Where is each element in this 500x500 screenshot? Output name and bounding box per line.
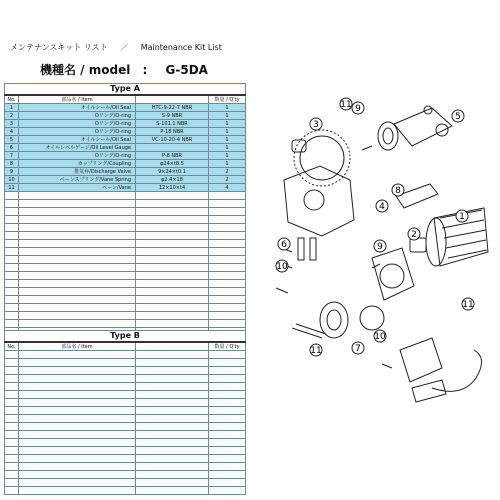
callout-5 xyxy=(452,110,464,122)
empty-row xyxy=(5,367,246,375)
callout-label: 10 xyxy=(276,262,288,272)
empty-row xyxy=(5,264,246,272)
callout-11 xyxy=(340,98,352,110)
empty-row xyxy=(5,312,246,320)
cell-no: 7 xyxy=(5,152,19,160)
callout-10 xyxy=(276,260,288,272)
table-row xyxy=(5,184,246,192)
cell-item: 排気弁/Discharge Valve xyxy=(19,168,136,176)
callout-label: 1 xyxy=(459,212,465,222)
cell-qty: 1 xyxy=(209,112,246,120)
callout-label: 9 xyxy=(355,104,361,114)
empty-row xyxy=(5,232,246,240)
empty-row xyxy=(5,192,246,200)
callout-6 xyxy=(278,238,290,250)
empty-row xyxy=(5,224,246,232)
cell-item: Oリング/O-ring xyxy=(19,152,136,160)
type-a-table xyxy=(4,83,246,344)
cover-plate xyxy=(300,136,344,180)
empty-row xyxy=(5,375,246,383)
cell-no: 9 xyxy=(5,168,19,176)
callout-label: 9 xyxy=(377,242,383,252)
cell-no: 10 xyxy=(5,176,19,184)
callout-label: 5 xyxy=(455,112,461,122)
callout-10 xyxy=(374,330,386,342)
empty-row xyxy=(5,415,246,423)
empty-row xyxy=(5,208,246,216)
col-item: 部品名 / Item xyxy=(19,342,136,351)
callout-11 xyxy=(310,344,322,356)
empty-row xyxy=(5,479,246,487)
table-row xyxy=(5,136,246,144)
empty-row xyxy=(5,216,246,224)
empty-row xyxy=(5,407,246,415)
cell-no: 2 xyxy=(5,112,19,120)
table-row xyxy=(5,104,246,112)
callout-2 xyxy=(408,228,420,240)
empty-row xyxy=(5,391,246,399)
empty-row xyxy=(5,296,246,304)
cell-no: 11 xyxy=(5,184,19,192)
cell-spec: HTC-9-22-7 NBR xyxy=(136,104,209,112)
cell-item: オイルシール/Oil Seal xyxy=(19,104,136,112)
empty-row xyxy=(5,455,246,463)
table-row xyxy=(5,160,246,168)
table-row xyxy=(5,168,246,176)
cable xyxy=(432,350,482,391)
header-title-en: Maintenance Kit List xyxy=(140,43,222,52)
vanes xyxy=(298,238,304,260)
type-a-title: Type A xyxy=(5,84,246,96)
exploded-parts-diagram xyxy=(262,88,498,488)
table-row xyxy=(5,128,246,136)
callout-3 xyxy=(310,118,322,130)
type-b-table xyxy=(4,330,246,495)
callout-label: 3 xyxy=(313,120,319,130)
cell-qty: 1 xyxy=(209,120,246,128)
cell-spec: S-101.1 NBR xyxy=(136,120,209,128)
cell-qty: 1 xyxy=(209,128,246,136)
page-header xyxy=(10,42,232,53)
col-qty: 数量 / Q'ty xyxy=(209,342,246,351)
col-spec xyxy=(136,342,209,351)
col-qty: 数量 / Q'ty xyxy=(209,95,246,104)
table-row xyxy=(5,120,246,128)
cell-item: ベーンスプリング/Vane Spring xyxy=(19,176,136,184)
table-row xyxy=(5,152,246,160)
lower-disc xyxy=(360,306,384,330)
callout-label: 8 xyxy=(395,186,401,196)
empty-row xyxy=(5,200,246,208)
empty-row xyxy=(5,383,246,391)
empty-row xyxy=(5,463,246,471)
lower-o-ring xyxy=(320,302,348,338)
cell-spec xyxy=(136,144,209,152)
callout-label: 4 xyxy=(379,202,385,212)
cell-spec: P-8 NBR xyxy=(136,152,209,160)
cell-spec: φ24×t8.5 xyxy=(136,160,209,168)
pump-housing xyxy=(284,166,354,236)
header-title-jp: メンテナンスキット リスト xyxy=(10,43,108,52)
cell-spec: P-18 NBR xyxy=(136,128,209,136)
empty-row xyxy=(5,320,246,328)
model-colon: : xyxy=(142,63,148,77)
cell-qty: 1 xyxy=(209,136,246,144)
cell-item: Oリング/O-ring xyxy=(19,112,136,120)
callout-7 xyxy=(352,342,364,354)
callout-label: 11 xyxy=(462,300,474,310)
cell-no: 1 xyxy=(5,104,19,112)
empty-row xyxy=(5,288,246,296)
empty-row xyxy=(5,471,246,479)
col-no: No. xyxy=(5,342,19,351)
cell-qty: 1 xyxy=(209,160,246,168)
empty-row xyxy=(5,256,246,264)
cell-no: 8 xyxy=(5,160,19,168)
cell-item: オイルシール/Oil Seal xyxy=(19,136,136,144)
empty-row xyxy=(5,351,246,359)
empty-row xyxy=(5,248,246,256)
model-value: G-5DA xyxy=(165,63,208,77)
cell-spec: S-9 NBR xyxy=(136,112,209,120)
callout-label: 10 xyxy=(374,332,386,342)
cell-item: Oリング/O-ring xyxy=(19,120,136,128)
header-separator: ／ xyxy=(120,43,129,52)
empty-row xyxy=(5,447,246,455)
callout-8 xyxy=(392,184,404,196)
empty-row xyxy=(5,272,246,280)
empty-row xyxy=(5,399,246,407)
cell-spec: 9×24×t0.1 xyxy=(136,168,209,176)
cell-qty: 1 xyxy=(209,104,246,112)
cell-item: Oリング/O-ring xyxy=(19,128,136,136)
empty-row xyxy=(5,487,246,495)
table-row xyxy=(5,144,246,152)
model-label: 機種名 / model xyxy=(40,63,131,77)
callout-label: 11 xyxy=(310,346,322,356)
type-b-title: Type B xyxy=(5,331,246,343)
cell-qty: 1 xyxy=(209,144,246,152)
gasket-ring xyxy=(294,130,350,186)
callout-label: 6 xyxy=(281,240,287,250)
cell-qty: 4 xyxy=(209,184,246,192)
cell-qty: 2 xyxy=(209,176,246,184)
col-spec xyxy=(136,95,209,104)
table-row xyxy=(5,112,246,120)
callout-label: 2 xyxy=(411,230,417,240)
empty-row xyxy=(5,304,246,312)
cell-spec: φ2.4×18 xyxy=(136,176,209,184)
callout-label: 7 xyxy=(355,344,361,354)
cell-item: オイルレベルゲージ/Oil Level Gauge xyxy=(19,144,136,152)
cell-spec: 12×10×t4 xyxy=(136,184,209,192)
empty-row xyxy=(5,423,246,431)
oil-seal xyxy=(378,122,398,150)
callout-11 xyxy=(462,298,474,310)
callout-4 xyxy=(376,200,388,212)
cell-no: 6 xyxy=(5,144,19,152)
cell-spec: VC-10-20-4 NBR xyxy=(136,136,209,144)
cell-item: カップリング/Coupling xyxy=(19,160,136,168)
empty-row xyxy=(5,431,246,439)
empty-row xyxy=(5,280,246,288)
cell-qty: 1 xyxy=(209,152,246,160)
col-no: No. xyxy=(5,95,19,104)
callout-label: 11 xyxy=(340,100,352,110)
rotor-housing xyxy=(372,248,414,300)
callout-9 xyxy=(374,240,386,252)
callout-9 xyxy=(352,102,364,114)
model-line xyxy=(40,61,208,78)
terminal-box xyxy=(400,338,442,382)
col-item: 部品名 / Item xyxy=(19,95,136,104)
empty-row xyxy=(5,359,246,367)
empty-row xyxy=(5,240,246,248)
callout-1 xyxy=(456,210,468,222)
cell-no: 3 xyxy=(5,120,19,128)
empty-row xyxy=(5,439,246,447)
cell-no: 4 xyxy=(5,128,19,136)
cell-no: 5 xyxy=(5,136,19,144)
cell-qty: 2 xyxy=(209,168,246,176)
rear-flange xyxy=(394,108,452,146)
cell-item: ベーン/Vane xyxy=(19,184,136,192)
table-row xyxy=(5,176,246,184)
